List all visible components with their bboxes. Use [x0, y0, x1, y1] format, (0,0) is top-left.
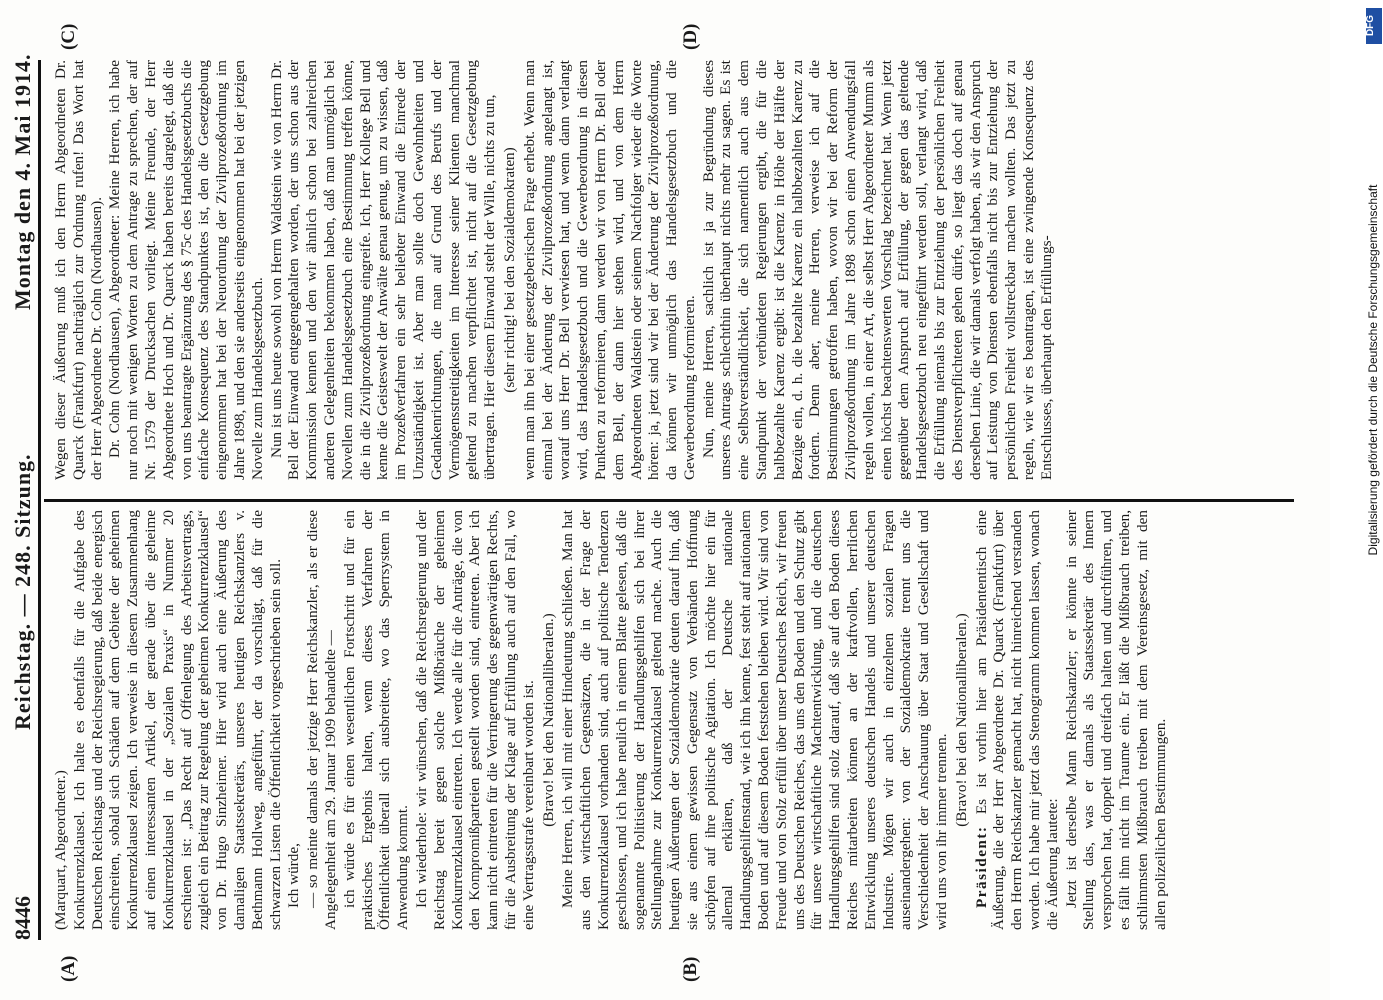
column-rule [44, 499, 1294, 502]
quotation: Jetzt ist derselbe Mann Reichskanzler; er könnte in seiner Stellung das, was er damals als Staatssekretär des Innern versprochen hat, doppelt und dreifach halten und durchführen, und es fällt ihm nicht im Traume ein. Er läßt die Mißbrauch treiben, schlimmsten Mißbrauch treiben mit dem Vereinsgesetz, mit den allen polizeilichen Bestimmungen. [1062, 510, 1169, 930]
right-column [52, 60, 1282, 480]
left-column [52, 510, 1282, 930]
header-rule [38, 60, 41, 940]
margin-letter-d: (D) [680, 23, 701, 50]
interjection: (Bravo! bei den Nationalliberalen.) [952, 613, 970, 827]
watermark-text: Digitalisierung gefördert durch die Deutsche Forschungsgemeinschaft [1366, 184, 1380, 556]
margin-letter-b: (B) [680, 956, 701, 982]
paragraph: Es ist vorhin hier am Präsidententisch eine Äußerung, die der Herr Abgeordnete Dr. Quarck (Frankfurt) über den Herrn Reichskanzler gemacht hat, nicht hinreichend verstanden worden. Ich habe mir jetzt das Stenogramm kommen lassen, wonach die Äußerung lautete: [972, 510, 1061, 930]
paragraph: Wegen dieser Äußerung muß ich den Herrn Abgeordneten Dr. Quarck (Frankfurt) nachträglich zur Ordnung rufen! Das Wort hat der Herr Abgeordnete Dr. Cohn (Nordhausen). [52, 60, 105, 480]
running-header [6, 0, 40, 1000]
interjection: (sehr richtig! bei den Sozialdemokraten) [500, 147, 518, 393]
paragraph: Nun, meine Herren, sachlich ist ja zur Begründung dieses unseres Antrags schlechthin überhaupt nichts mehr zu sagen. Es ist eine Selbstverständlichkeit, die sich namentlich auch aus dem Standpunkt der verbündeten Regierungen ergibt, die für die halbbezahlte Karenz ergibt: ist die Karenz in Höhe der Hälfte der Bezüge ein, d. h. die bezahlte Karenz ein halbbezahlten Karenz zu fordern. Denn aber, meine Herren, verweise ich auf die Bestimmungen getroffen haben, wovon wir bei der Reform der Zivilprozeßordnung im Jahre 1898 schon einen Anwendungsfall regeln wollen, in einer Art, die selbst Herr Abgeordneter Mumm als einen höchst beachtenswerten Vorschlag bezeichnet hat. Wenn jetzt gegenüber dem Anspruch auf Erfüllung, der gegen das geltende Handelsgesetzbuch neu eingeführt werden soll, verlangt wird, daß die Erfüllung niemals bis zur Entziehung der persönlichen Freiheit des Dienstverpflichteten gehen dürfe, so liegt das doch auf genau derselben Linie, die wir damals verfolgt haben, als wir den Anspruch auf Leistung von Diensten ebenfalls nicht bis zur Entziehung der persönlichen Freiheit vollstreckbar machen wollten. Das jetzt zu regeln, wie wir es beantragen, ist eine zwingende Konsequenz des Entschlusses, überhaupt den Erfüllungs- [699, 60, 1055, 480]
session-date: Montag den 4. Mai 1914. [10, 53, 35, 310]
paragraph: Nun ist uns heute sowohl von Herrn Waldstein wie von Herrn Dr. Bell der Einwand entgegengehalten worden, der uns schon aus der Kommission kennen und den wir ähnlich schon bei zahlreichen anderen Gelegenheiten bekommen haben, daß man unmöglich bei Novellen zum Handelsgesetzbuch eine Bestimmung treffen könne, die in die Zivilprozeßordnung eingreife. Ich, Herr Kollege Bell und kenne die Geisteswelt der Anwälte genau genug, um zu wissen, daß im Prozeßverfahren ein sehr beliebter Einwand die Einrede der Unzuständigkeit ist. Aber man sollte doch Gewohnheiten und Gedankenrichtungen, die man auf Grund des Berufs und der Vermögensstreitigkeiten im Interesse seiner Klienten manchmal geltend zu machen verpflichtet ist, nicht auf die Gesetzgebung übertragen. Hier diesem Einwand steht der Wille, nichts zu tun, [267, 60, 499, 480]
dfg-logo: DFG [1366, 8, 1382, 44]
interjection: (Bravo! bei den Nationalliberalen.) [539, 613, 557, 827]
speaker-note: (Marquart, Abgeordneter.) [52, 770, 69, 930]
margin-letter-c: (C) [58, 23, 79, 50]
margin-letter-a: (A) [58, 955, 79, 982]
paragraph: Konkurrenzklausel. Ich halte es ebenfalls für die Aufgabe des Deutschen Reichstags und der Reichsregierung, daß beide energisch einschreiten, sobald sich Schäden auf dem Gebiete der geheimen Konkurrenzklausel zeigen. Ich verweise in diesem Zusammenhang auf einen interessanten Artikel, der gerade über die geheime Konkurrenzklausel in der „Sozialen Praxis“ in Nummer 20 erschienen ist: „Das Recht auf Offenlegung des Arbeitsvertrags, zugleich ein Beitrag zur Regelung der geheimen Konkurrenzklausel“ von Dr. Hugo Sinzheimer. Hier wird auch eine Äußerung des damaligen Staatssekretärs, unseres heutigen Reichskanzlers v. Bethmann Hollweg, angeführt, der da vorschlägt, daß für die schwarzen Listen die Öffentlichkeit vorgeschrieben sein soll. [70, 510, 284, 930]
paragraph: Meine Herren, ich will mit einer Hindeutung schließen. Man hat aus den wirtschaftlichen Gegensätzen, die in der Frage der Konkurrenzklausel vorhanden sind, auch auf politische Tendenzen geschlossen, und ich habe neulich in einem Blatte gelesen, daß die sogenannte Politisierung der Handlungsgehilfen sich bei ihrer Stellungnahme zur Konkurrenzklausel geltend mache. Auch die heutigen Äußerungen der Sozialdemokratie deuten darauf hin, daß sie aus einem gewissen Gegensatz von Verbänden Hoffnung schöpfen auf ihre politische Agitation. Ich möchte hier ein für allemal erklären, daß der Deutsche nationale Handlungsgehilfenstand, wie ich ihn kenne, fest steht auf nationalem Boden und auf diesem Boden feststehen bleiben wird. Wir sind von Freude und von Stolz erfüllt über unser Deutsches Reich, wir freuen uns des Deutschen Reiches, das uns den Boden und den Schutz gibt für unsere wirtschaftliche Machtentwicklung, und die deutschen Handlungsgehilfen sind stolz darauf, daß sie auf den Boden dieses Reiches mitarbeiten können an der kraftvollen, herrlichen Entwicklung unseres deutschen Handels und unserer deutschen Industrie. Mögen wir auch in einzelnen sozialen Fragen auseinandergehen: von der Sozialdemokratie trennt uns die Verschiedenheit der Anschauung über Staat und Gesellschaft und wird uns von ihr immer trennen. [559, 510, 951, 930]
page-number: 8446 [10, 896, 35, 940]
running-title: Reichstag. — 248. Sitzung. [10, 453, 35, 730]
paragraph: Dr. Cohn (Nordhausen), Abgeordneter: Meine Herren, ich habe nur noch mit wenigen Worten zu dem Antrage zu sprechen, der auf Nr. 1579 der Drucksachen vorliegt. Meine Freunde, der Herr Abgeordnete Hoch und Dr. Quarck haben bereits dargelegt, daß die von uns beantragte Ergänzung des § 75c des Handelsgesetzbuchs die einfache Konsequenz des Standpunktes ist, den die Gesetzgebung eingenommen hat bei der Neuordnung der Zivilprozeßordnung im Jahre 1898, und den sie anderseits eingenommen hat bei der jetzigen Novelle zum Handelsgesetzbuch. [106, 60, 266, 480]
paragraph: wenn man ihn bei einer gesetzgeberischen Frage erhebt. Wenn man einmal bei der Änderung der Zivilprozeßordnung angelangt ist, worauf uns Herr Dr. Bell verwiesen hat, und wenn dann verlangt wird, das Handelsgesetzbuch und die Gewerbeordnung in diesen Punkten zu reformieren, dann werden wir von Herrn Dr. Bell oder dem Bell, der dann hier stehen wird, und von dem Herrn Abgeordneten Waldstein oder seinem Nachfolger wieder die Worte hören: ja, jetzt sind wir bei der Änderung der Zivilprozeßordnung, da können wir unmöglich das Handelsgesetzbuch und die Gewerbeordnung reformieren. [520, 60, 698, 480]
digitization-watermark [1356, 10, 1380, 730]
quotation: ich würde es für einen wesentlichen Fortschritt und für ein praktisches Ergebnis halten, wenn dieses Verfahren der Öffentlichkeit überall sich ausbreitete, wo das Sperrsystem in Anwendung kommt. [340, 510, 412, 930]
speaker-name: Präsident: [972, 825, 990, 908]
paragraph: — so meinte damals der jetzige Herr Reichskanzler, als er diese Angelegenheit am 29. Januar 1909 behandelte — [304, 510, 339, 930]
paragraph: Ich wiederhole: wir wünschen, daß die Reichsregierung und der Reichstag bereit gegen solche Mißbräuche der geheimen Konkurrenzklausel eintreten. Ich werde alle für die Anträge, die von den Kompromißparteien gestellt worden sind, eintreten. Aber ich kann nicht eintreten für die Verringerung des gegenwärtigen Rechts, für die Ausbreitung der Klage auf Erfüllung auch auf den Fall, wo eine Vertragsstrafe vereinbart worden ist. [412, 510, 537, 930]
paragraph: Ich würde, [285, 843, 303, 908]
